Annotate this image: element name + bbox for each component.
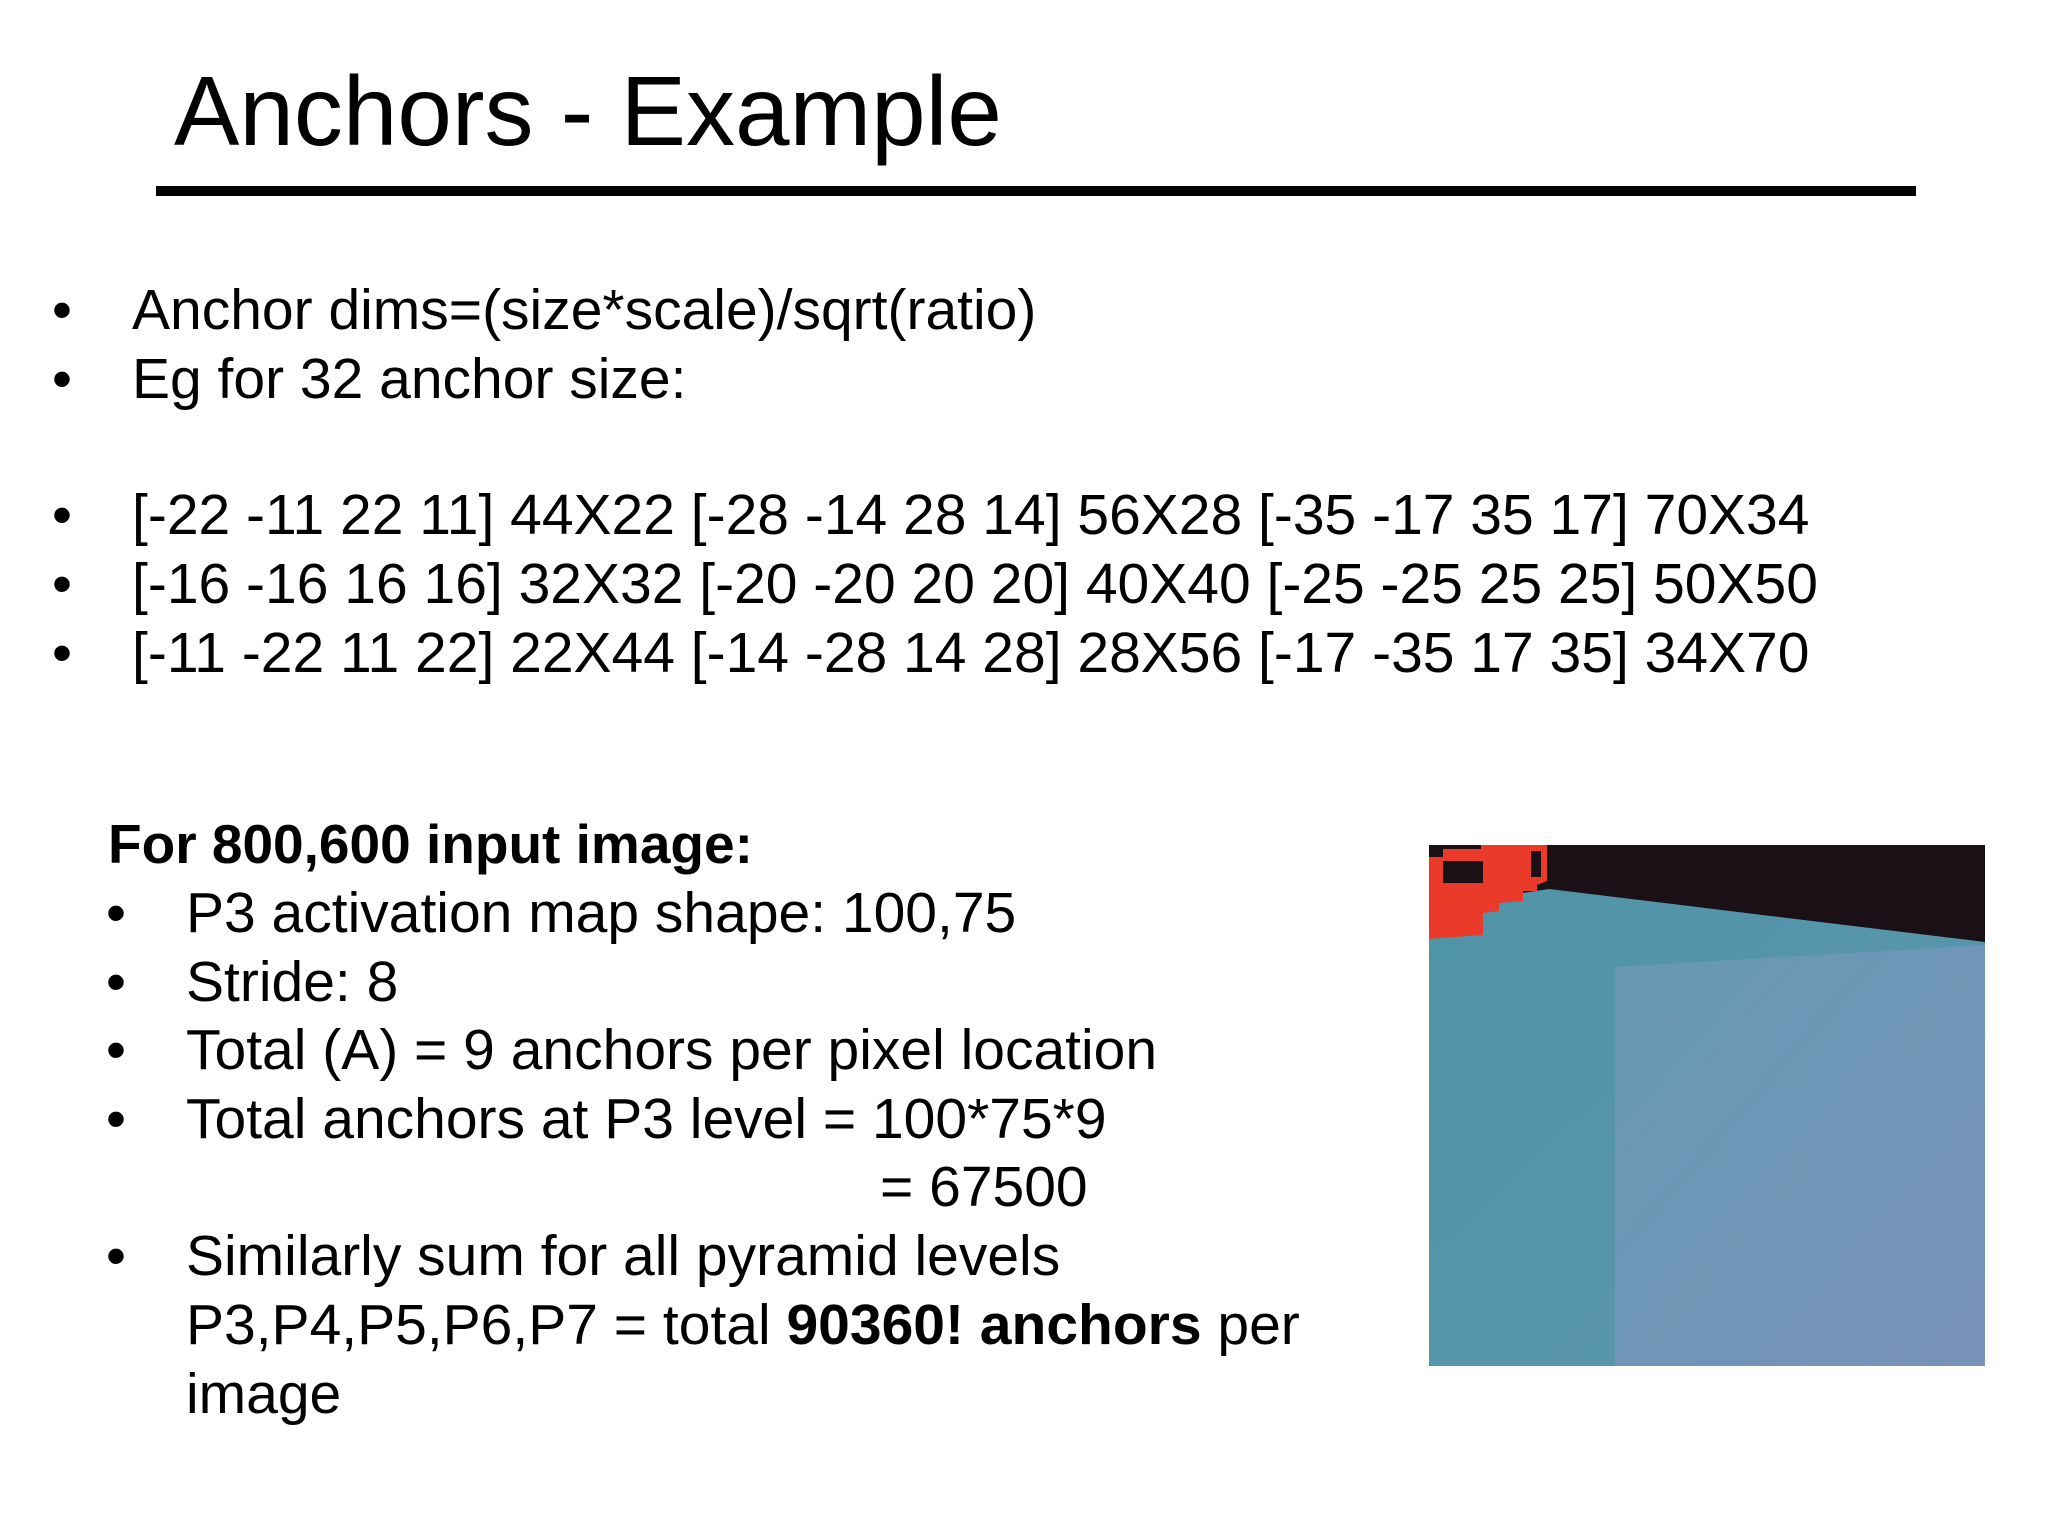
anchor-row-text: [-16 -16 16 16] 32X32 [-20 -20 20 20] 40X40 [-25 -25 25 25] 50X50 [132,552,1818,616]
pyramid-sum-suffix: per image [186,1293,1300,1426]
bullet-text: Anchor dims=(size*scale)/sqrt(ratio) [132,278,1037,342]
input-section-heading: For 800,600 input image: [108,813,753,875]
bullet-marker: • [106,1087,126,1151]
bullet-text [186,1222,1316,1429]
bullet-marker: • [52,483,72,547]
anchor-row-text: [-11 -22 11 22] 22X44 [-14 -28 14 28] 28X56 [-17 -35 17 35] 34X70 [132,621,1810,685]
bullet-text: Eg for 32 anchor size: [132,347,687,411]
p3-total-result: = 67500 [880,1155,1088,1219]
total-anchors-emphasis: 90360! anchors [786,1293,1202,1357]
bullet-text: P3 activation map shape: 100,75 [186,881,1017,945]
anchor-row-text: [-22 -11 22 11] 44X22 [-28 -14 28 14] 56X28 [-35 -17 35 17] 70X34 [132,483,1810,547]
bullet-pyramid-sum [106,1222,1306,1432]
bullet-marker: • [106,881,126,945]
bullet-marker: • [52,552,72,616]
example-image [1429,845,1985,1366]
slide-title: Anchors - Example [174,56,1002,166]
bullet-marker: • [52,278,72,342]
bullet-marker: • [52,347,72,411]
bullet-marker: • [106,950,126,1014]
bullet-text: Stride: 8 [186,950,399,1014]
pyramid-sum-text: Similarly sum for all pyramid levels P3,P4,P5,P6,P7 = total [186,1224,1061,1357]
example-image-graphic [1429,845,1985,1366]
bullet-marker: • [106,1224,126,1288]
bullet-text: Total (A) = 9 anchors per pixel location [186,1018,1158,1082]
bullet-text: Total anchors at P3 level = 100*75*9 [186,1087,1107,1151]
bullet-marker: • [106,1018,126,1082]
bullet-marker: • [52,621,72,685]
title-underline [156,186,1916,196]
